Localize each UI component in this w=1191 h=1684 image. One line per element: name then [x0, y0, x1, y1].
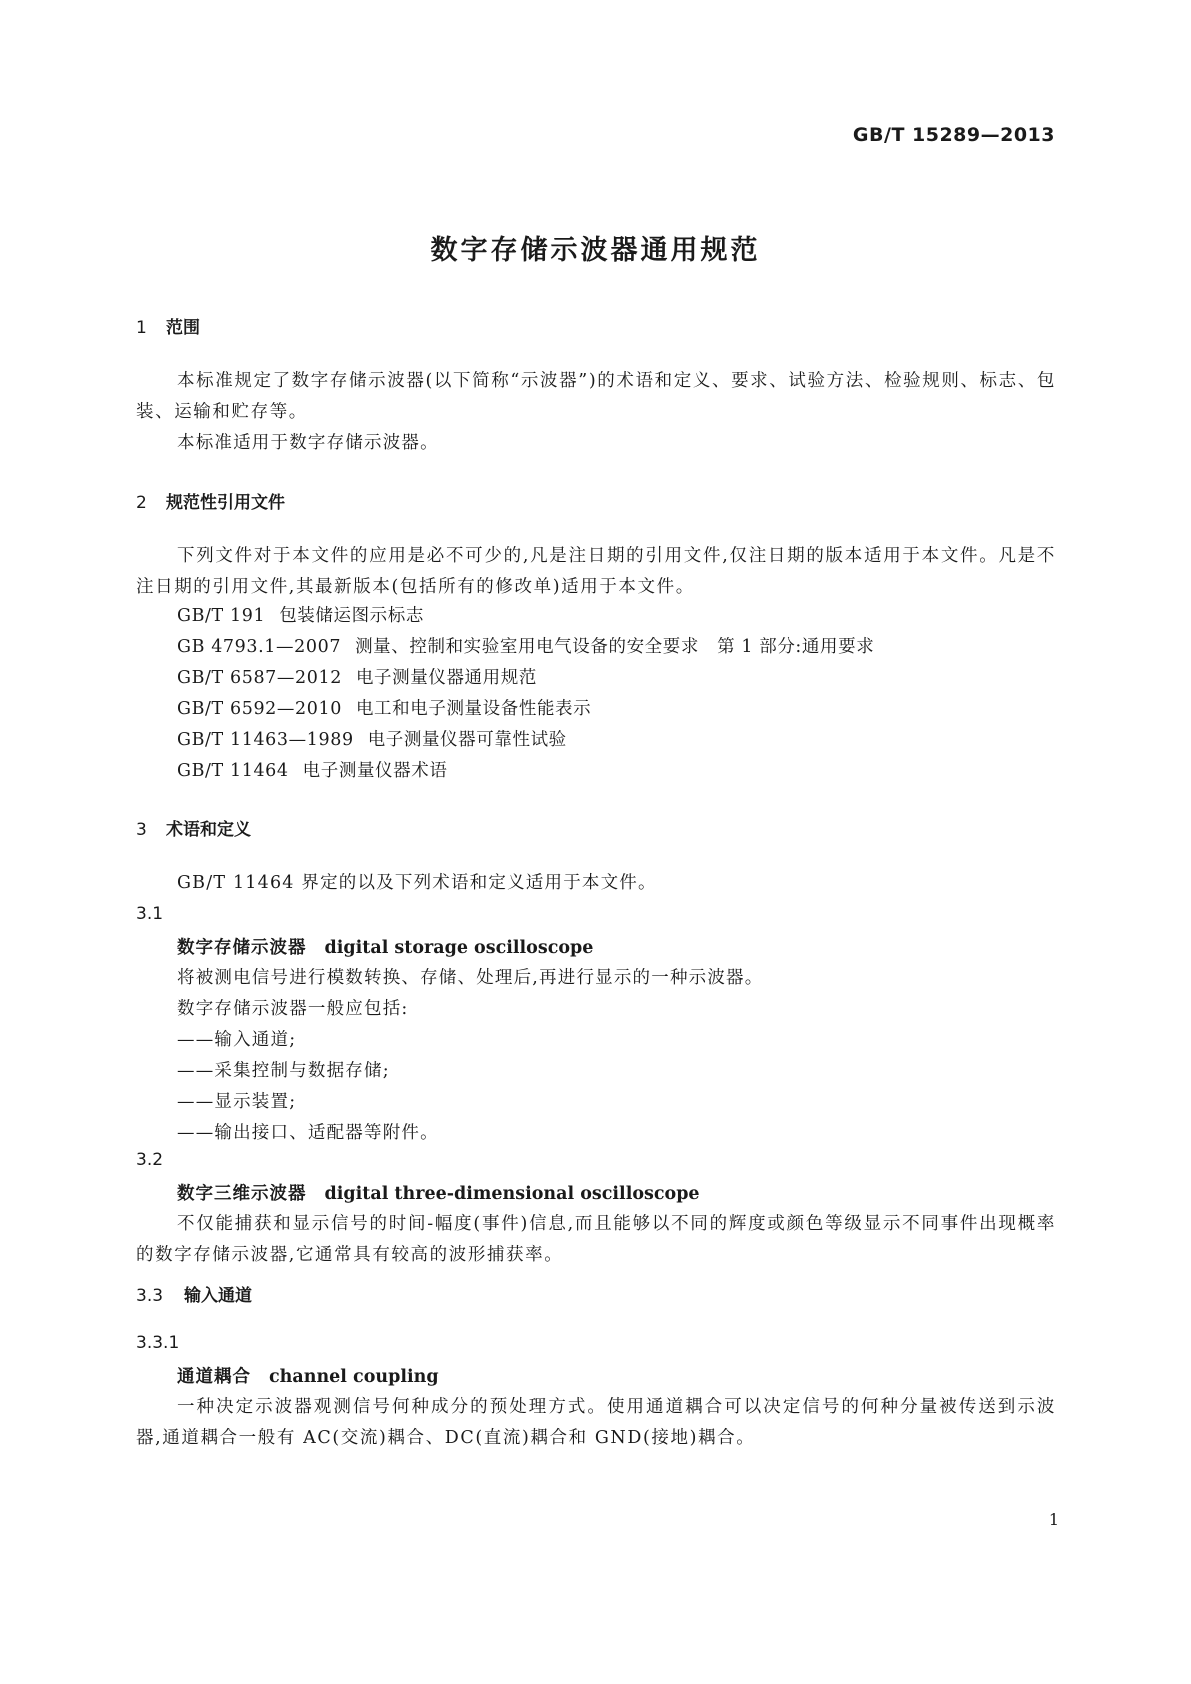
reference-code: GB/T 191: [177, 606, 266, 626]
term-english: channel coupling: [269, 1367, 439, 1387]
term-chinese: 数字三维示波器: [177, 1184, 307, 1204]
reference-title: 测量、控制和实验室用电气设备的安全要求 第 1 部分:通用要求: [355, 637, 875, 657]
document-title: 数字存储示波器通用规范: [430, 235, 761, 266]
term-chinese: 数字存储示波器: [177, 938, 307, 958]
reference-code: GB 4793.1—2007: [177, 637, 342, 657]
reference-item: [177, 633, 874, 658]
list-item: ——采集控制与数据存储;: [177, 1061, 390, 1081]
section-3-heading: [136, 815, 251, 840]
term-english: digital three-dimensional oscilloscope: [324, 1184, 700, 1204]
section-title: 范围: [166, 318, 200, 338]
reference-code: GB/T 11463—1989: [177, 730, 354, 750]
reference-title: 电工和电子测量设备性能表示: [355, 699, 592, 719]
reference-item: [177, 695, 591, 720]
section-3-3-heading: [136, 1281, 252, 1306]
term-number: 3.2: [136, 1150, 164, 1170]
reference-item: [177, 757, 447, 782]
reference-title: 电子测量仪器术语: [302, 761, 448, 781]
reference-title: 电子测量仪器可靠性试验: [367, 730, 567, 750]
term-definition: 不仅能捕获和显示信号的时间-幅度(事件)信息,而且能够以不同的辉度或颜色等级显示不同事件出现概率的数字存储示波器,它通常具有较高的波形捕获率。: [136, 1214, 1056, 1265]
section-number: 2: [136, 493, 147, 513]
term-definition: 一种决定示波器观测信号何种成分的预处理方式。使用通道耦合可以决定信号的何种分量被传送到示波器,通道耦合一般有 AC(交流)耦合、DC(直流)耦合和 GND(接地)耦合。: [136, 1397, 1056, 1448]
terms-intro: GB/T 11464 界定的以及下列术语和定义适用于本文件。: [177, 873, 657, 893]
term-number: 3.3.1: [136, 1333, 180, 1353]
term-chinese: 通道耦合: [177, 1367, 251, 1387]
term-title: [177, 1180, 700, 1205]
term-title: [177, 1363, 439, 1388]
section-number: 3.3: [136, 1286, 164, 1306]
term-title: [177, 934, 593, 959]
reference-code: GB/T 6592—2010: [177, 699, 342, 719]
standard-code: GB/T 15289—2013: [852, 124, 1055, 146]
section-1-heading: [136, 313, 200, 338]
scope-paragraph-2: 本标准适用于数字存储示波器。: [177, 433, 439, 453]
term-number: 3.1: [136, 904, 164, 924]
section-title: 输入通道: [184, 1286, 252, 1306]
reference-code: GB/T 11464: [177, 761, 289, 781]
reference-item: [177, 664, 537, 689]
term-definition: 将被测电信号进行模数转换、存储、处理后,再进行显示的一种示波器。: [177, 968, 764, 988]
reference-item: [177, 602, 424, 627]
normative-intro: 下列文件对于本文件的应用是必不可少的,凡是注日期的引用文件,仅注日期的版本适用于本文件。凡是不注日期的引用文件,其最新版本(包括所有的修改单)适用于本文件。: [136, 546, 1056, 597]
term-english: digital storage oscilloscope: [324, 938, 594, 958]
reference-code: GB/T 6587—2012: [177, 668, 342, 688]
reference-title: 电子测量仪器通用规范: [355, 668, 537, 688]
reference-item: [177, 726, 567, 751]
section-title: 术语和定义: [166, 820, 251, 840]
list-item: ——输出接口、适配器等附件。: [177, 1123, 439, 1143]
section-number: 1: [136, 318, 147, 338]
section-title: 规范性引用文件: [166, 493, 285, 513]
term-includes: 数字存储示波器一般应包括:: [177, 999, 409, 1019]
list-item: ——显示装置;: [177, 1092, 297, 1112]
list-item: ——输入通道;: [177, 1030, 297, 1050]
page-number: 1: [1048, 1510, 1059, 1529]
scope-paragraph-1: 本标准规定了数字存储示波器(以下简称“示波器”)的术语和定义、要求、试验方法、检验规则、标志、包装、运输和贮存等。: [136, 371, 1056, 422]
section-2-heading: [136, 488, 285, 513]
reference-title: 包装储运图示标志: [279, 606, 424, 626]
section-number: 3: [136, 820, 147, 840]
